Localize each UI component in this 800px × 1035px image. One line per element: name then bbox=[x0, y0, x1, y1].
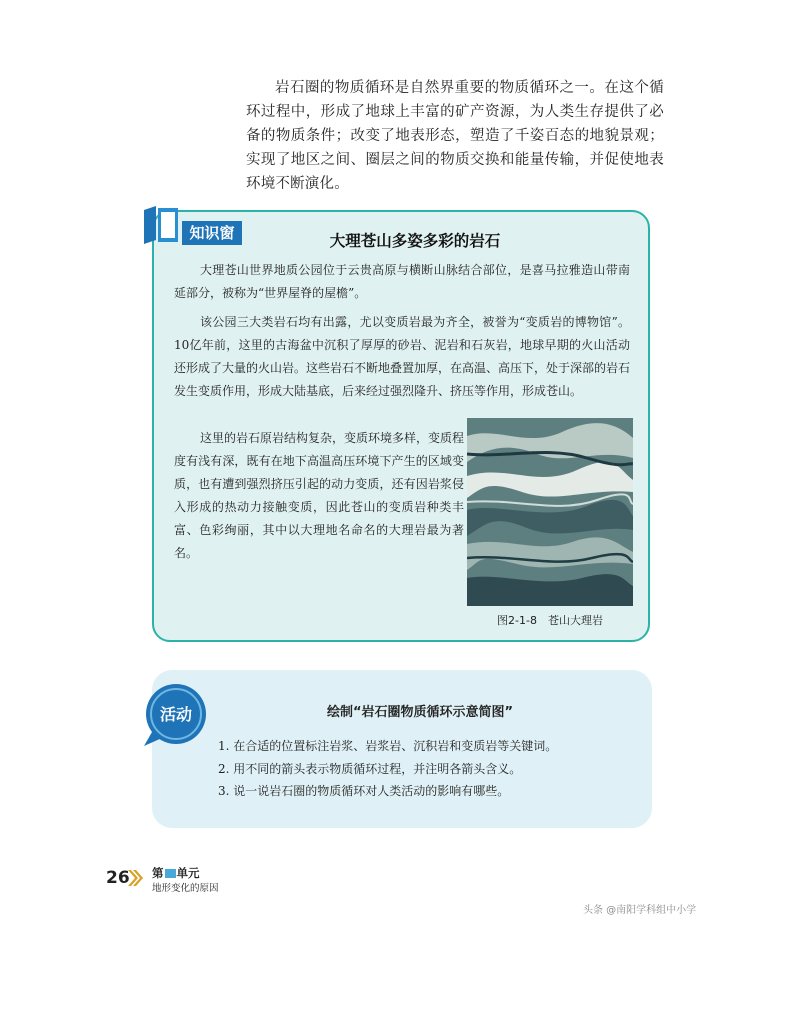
unit-prefix: 第 bbox=[152, 866, 164, 880]
activity-item-2: 2. 用不同的箭头表示物质循环过程，并注明各箭头含义。 bbox=[218, 761, 522, 776]
chevron-right-icon bbox=[126, 868, 144, 888]
photo-caption: 图2-1-8 苍山大理岩 bbox=[497, 614, 603, 627]
intro-paragraph: 岩石圈的物质循环是自然界重要的物质循环之一。在这个循环过程中，形成了地球上丰富的矿产资源，为人类生存提供了必备的物质条件；改变了地表形态，塑造了千姿百态的地貌景观；实现了地区之间、圈层之间的物质交换和能量传输，并促使地表环境不断演化。 bbox=[246, 80, 664, 192]
unit-number-block bbox=[165, 869, 176, 878]
unit-suffix: 单元 bbox=[176, 866, 200, 880]
activity-title: 绘制“岩石圈物质循环示意简图” bbox=[326, 705, 514, 720]
book-icon bbox=[142, 204, 180, 246]
activity-item-3: 3. 说一说岩石圈的物质循环对人类活动的影响有哪些。 bbox=[218, 784, 510, 798]
unit-subtitle: 地形变化的原因 bbox=[152, 883, 219, 894]
knowledge-title: 大理苍山多姿多彩的岩石 bbox=[329, 232, 501, 250]
marble-photo bbox=[467, 418, 633, 606]
activity-item-1: 1. 在合适的位置标注岩浆、岩浆岩、沉积岩和变质岩等关键词。 bbox=[218, 739, 558, 753]
knowledge-paragraph-1: 大理苍山世界地质公园位于云贵高原与横断山脉结合部位，是喜马拉雅造山带南延部分，被称为“世界屋脊的屋檐”。 bbox=[174, 263, 630, 300]
knowledge-paragraph-3: 这里的岩石原岩结构复杂，变质环境多样，变质程度有浅有深，既有在地下高温高压环境下产生的区域变质，也有遭到强烈挤压引起的动力变质，还有因岩浆侵入形成的热动力接触变质，因此苍山的变质岩种类丰富、色彩绚丽，其中以大理地名命名的大理岩最为著名。 bbox=[174, 431, 465, 560]
activity-label: 活动 bbox=[159, 705, 192, 724]
knowledge-tag: 知识窗 bbox=[182, 221, 242, 245]
page-number: 26 bbox=[106, 868, 130, 888]
unit-heading bbox=[152, 865, 200, 881]
knowledge-paragraph-2: 该公园三大类岩石均有出露，尤以变质岩最为齐全，被誉为“变质岩的博物馆”。10亿年前，这里的古海盆中沉积了厚厚的砂岩、泥岩和石灰岩，地球早期的火山活动还形成了大量的火山岩。这些岩石不断地叠置加厚，在高温、高压下，处于深部的岩石发生变质作用，形成大陆基底，后来经过强烈隆升、挤压等作用，形成苍山。 bbox=[174, 315, 631, 398]
watermark: 头条 @南阳学科组中小学 bbox=[583, 905, 697, 916]
activity-list bbox=[218, 735, 557, 803]
